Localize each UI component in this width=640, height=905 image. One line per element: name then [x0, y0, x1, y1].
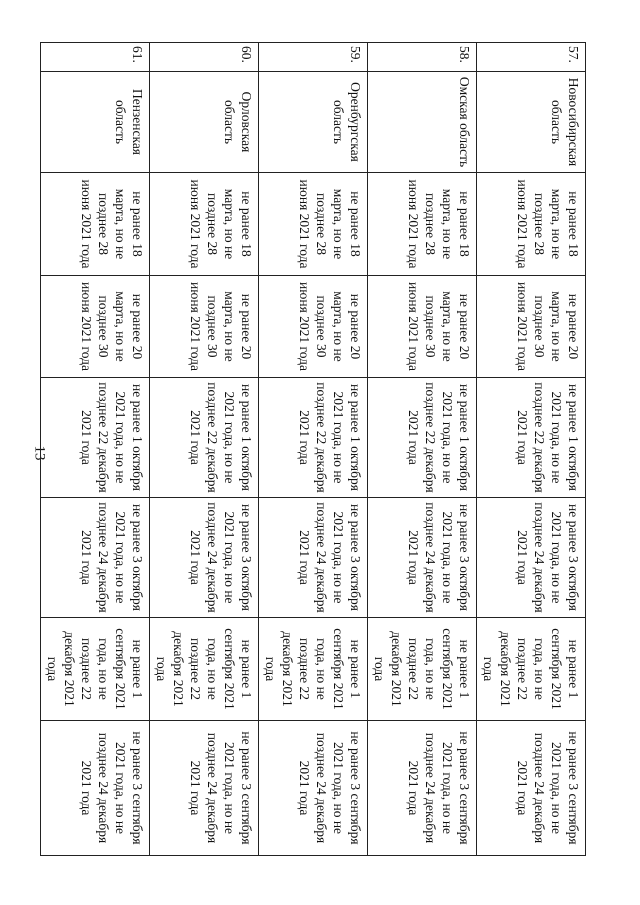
period-cell: не ранее 1 октября 2021 года, но не позднее 22 декабря 2021 года [150, 378, 259, 498]
period-cell: не ранее 20 марта, но не позднее 30 июня 2021 года [477, 276, 586, 378]
page-number: 13 [31, 445, 47, 461]
period-cell: не ранее 20 марта, но не позднее 30 июня 2021 года [368, 276, 477, 378]
period-cell: не ранее 1 октября 2021 года, но не позднее 22 декабря 2021 года [259, 378, 368, 498]
region-name: Пензенская область [41, 72, 150, 173]
period-cell: не ранее 3 октября 2021 года, но не позднее 24 декабря 2021 года [150, 498, 259, 618]
table-row [259, 43, 368, 856]
period-cell: не ранее 1 сентября 2021 года, но не позднее 22 декабря 2021 года [259, 618, 368, 721]
period-cell: не ранее 1 октября 2021 года, но не позднее 22 декабря 2021 года [477, 378, 586, 498]
period-cell: не ранее 3 октября 2021 года, но не позднее 24 декабря 2021 года [477, 498, 586, 618]
period-cell: не ранее 3 октября 2021 года, но не позднее 24 декабря 2021 года [259, 498, 368, 618]
row-number: 59. [259, 43, 368, 72]
period-cell: не ранее 20 марта, но не позднее 30 июня 2021 года [150, 276, 259, 378]
region-name: Омская область [368, 72, 477, 173]
row-number: 60. [150, 43, 259, 72]
period-cell: не ранее 1 сентября 2021 года, но не позднее 22 декабря 2021 года [368, 618, 477, 721]
period-cell: не ранее 3 сентября 2021 года, но не позднее 24 декабря 2021 года [477, 721, 586, 856]
period-cell: не ранее 1 сентября 2021 года, но не позднее 22 декабря 2021 года [41, 618, 150, 721]
period-cell: не ранее 3 сентября 2021 года, но не позднее 24 декабря 2021 года [259, 721, 368, 856]
period-cell: не ранее 20 марта, но не позднее 30 июня 2021 года [259, 276, 368, 378]
region-name: Орловская область [150, 72, 259, 173]
table-row [368, 43, 477, 856]
row-number: 61. [41, 43, 150, 72]
region-name: Новосибирская область [477, 72, 586, 173]
period-cell: не ранее 18 марта, но не позднее 28 июня 2021 года [477, 173, 586, 276]
period-cell: не ранее 18 марта, но не позднее 28 июня 2021 года [41, 173, 150, 276]
row-number: 58. [368, 43, 477, 72]
period-cell: не ранее 18 марта, но не позднее 28 июня 2021 года [368, 173, 477, 276]
period-cell: не ранее 1 октября 2021 года, но не позднее 22 декабря 2021 года [41, 378, 150, 498]
schedule-table [40, 42, 586, 856]
period-cell: не ранее 3 октября 2021 года, но не позднее 24 декабря 2021 года [41, 498, 150, 618]
period-cell: не ранее 18 марта, но не позднее 28 июня 2021 года [259, 173, 368, 276]
period-cell: не ранее 3 октября 2021 года, но не позднее 24 декабря 2021 года [368, 498, 477, 618]
period-cell: не ранее 20 марта, но не позднее 30 июня 2021 года [41, 276, 150, 378]
schedule-table-frame [45, 42, 586, 855]
period-cell: не ранее 3 сентября 2021 года, но не позднее 24 декабря 2021 года [150, 721, 259, 856]
table-row [41, 43, 150, 856]
region-name: Оренбургская область [259, 72, 368, 173]
period-cell: не ранее 18 марта, но не позднее 28 июня 2021 года [150, 173, 259, 276]
row-number: 57. [477, 43, 586, 72]
table-row [150, 43, 259, 856]
period-cell: не ранее 1 сентября 2021 года, но не позднее 22 декабря 2021 года [150, 618, 259, 721]
table-row [477, 43, 586, 856]
schedule-table-rotated [45, 42, 586, 855]
period-cell: не ранее 1 октября 2021 года, но не позднее 22 декабря 2021 года [368, 378, 477, 498]
period-cell: не ранее 3 сентября 2021 года, но не позднее 24 декабря 2021 года [41, 721, 150, 856]
period-cell: не ранее 1 сентября 2021 года, но не позднее 22 декабря 2021 года [477, 618, 586, 721]
period-cell: не ранее 3 сентября 2021 года, но не позднее 24 декабря 2021 года [368, 721, 477, 856]
